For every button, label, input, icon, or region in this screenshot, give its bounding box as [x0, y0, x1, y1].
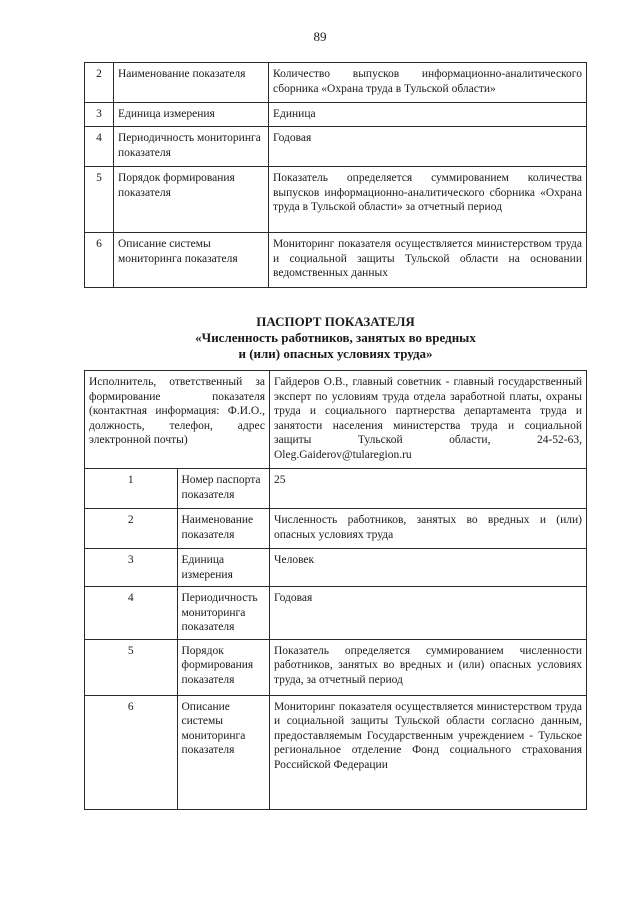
row-label: Порядок формирования показателя — [114, 167, 269, 233]
row-value: Годовая — [270, 587, 587, 640]
row-number: 5 — [85, 639, 178, 695]
table-row — [85, 167, 587, 233]
row-value: 25 — [270, 469, 587, 509]
page-number: 89 — [313, 29, 327, 44]
row-value: Показатель определяется суммированием количества выпусков информационно-аналитического сборника «Охрана труда в Тульской области» за отчетный период — [269, 167, 587, 233]
row-value: Мониторинг показателя осуществляется министерством труда и социальной защиты Тульской области на основании ведомственных данных — [269, 233, 587, 288]
row-value: Годовая — [269, 127, 587, 167]
row-label: Наименование показателя — [177, 509, 270, 549]
row-value: Человек — [270, 549, 587, 587]
row-label: Наименование показателя — [114, 63, 269, 103]
row-number: 3 — [85, 549, 178, 587]
row-number: 2 — [85, 63, 114, 103]
row-value: Показатель определяется суммированием численности работников, занятых во вредных и (или) опасных условиях труда, за отчетный период — [270, 639, 587, 695]
row-value: Единица — [269, 103, 587, 127]
table-row — [85, 587, 587, 640]
row-label: Описание системы мониторинга показателя — [114, 233, 269, 288]
row-number: 5 — [85, 167, 114, 233]
passport-heading — [84, 314, 587, 362]
row-label: Порядок формирования показателя — [177, 639, 270, 695]
row-number: 6 — [85, 695, 178, 809]
row-label: Единица измерения — [177, 549, 270, 587]
row-label: Единица измерения — [114, 103, 269, 127]
executor-row — [85, 371, 587, 469]
indicator-table-continued — [84, 62, 587, 288]
row-label: Описание системы мониторинга показателя — [177, 695, 270, 809]
passport-table — [84, 370, 587, 810]
row-number: 6 — [85, 233, 114, 288]
row-number: 1 — [85, 469, 178, 509]
table-row — [85, 639, 587, 695]
executor-value: Гайдеров О.В., главный советник - главный государственный эксперт по условиям труда отдела заработной платы, охраны труда и социального партнерства департамента труда и занятости населения министерства труда и социальной защиты Тульской области, 24-52-63, Oleg.Gaiderov@tularegion.ru — [270, 371, 587, 469]
table-row — [85, 233, 587, 288]
row-label: Периодичность мониторинга показателя — [114, 127, 269, 167]
row-value: Количество выпусков информационно-аналитического сборника «Охрана труда в Тульской области» — [269, 63, 587, 103]
table-row — [85, 103, 587, 127]
row-number: 2 — [85, 509, 178, 549]
table-row — [85, 549, 587, 587]
row-number: 3 — [85, 103, 114, 127]
passport-subtitle-line2: и (или) опасных условиях труда» — [238, 346, 433, 361]
row-label: Номер паспорта показателя — [177, 469, 270, 509]
table-row — [85, 695, 587, 809]
row-value: Мониторинг показателя осуществляется министерством труда и социальной защиты Тульской области согласно данным, предоставляемым Государственным учреждением - Тульское региональное отделение Фонд социального страхования Российской Федерации — [270, 695, 587, 809]
table-row — [85, 63, 587, 103]
row-number: 4 — [85, 587, 178, 640]
row-value: Численность работников, занятых во вредных и (или) опасных условиях труда — [270, 509, 587, 549]
row-number: 4 — [85, 127, 114, 167]
table-row — [85, 127, 587, 167]
table-row — [85, 469, 587, 509]
row-label: Периодичность мониторинга показателя — [177, 587, 270, 640]
passport-subtitle-line1: «Численность работников, занятых во вредных — [195, 330, 476, 345]
executor-label: Исполнитель, ответственный за формирование показателя (контактная информация: Ф.И.О., должность, телефон, адрес электронной почты) — [85, 371, 270, 469]
passport-title: ПАСПОРТ ПОКАЗАТЕЛЯ — [256, 314, 415, 329]
table-row — [85, 509, 587, 549]
